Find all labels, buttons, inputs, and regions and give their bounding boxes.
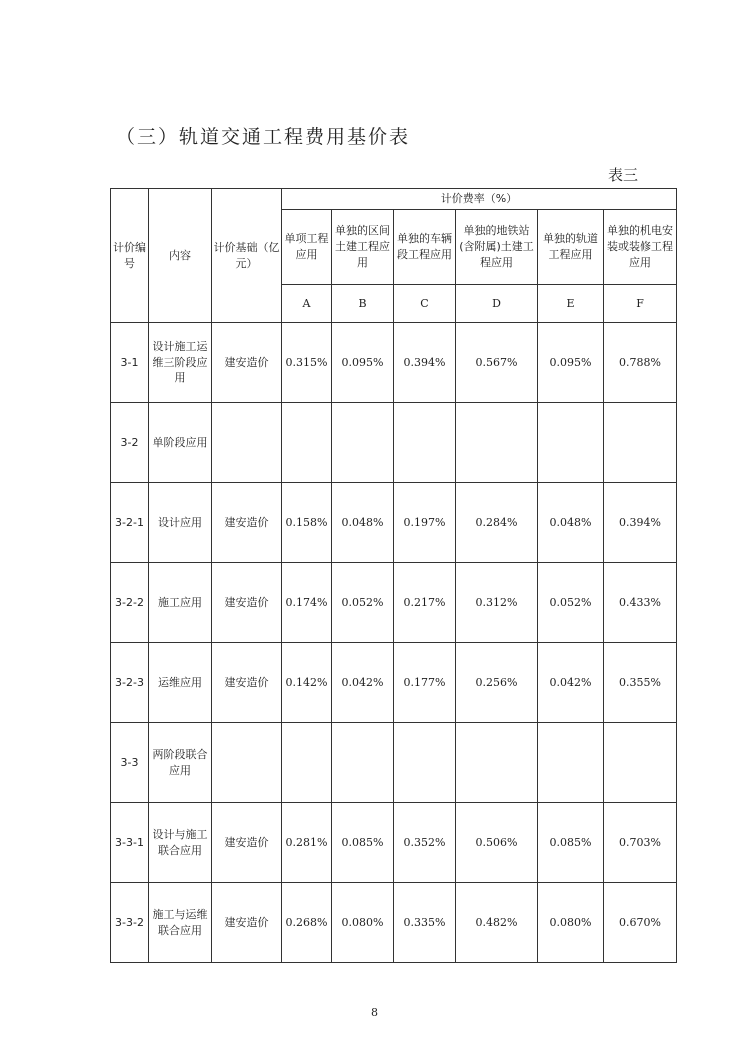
rate-d: 0.284% — [456, 483, 538, 563]
rate-a: 0.142% — [282, 643, 332, 723]
rate-d — [456, 403, 538, 483]
header-col-b: 单独的区间土建工程应用 — [332, 210, 394, 285]
rate-e: 0.095% — [538, 323, 604, 403]
row-content: 单阶段应用 — [149, 403, 212, 483]
header-letter-d: D — [456, 285, 538, 323]
rate-b — [332, 403, 394, 483]
rate-f: 0.394% — [604, 483, 677, 563]
rate-f: 0.433% — [604, 563, 677, 643]
table-row — [111, 323, 677, 403]
row-content: 设计施工运维三阶段应用 — [149, 323, 212, 403]
header-letter-c: C — [394, 285, 456, 323]
row-code: 3-1 — [111, 323, 149, 403]
rate-b: 0.085% — [332, 803, 394, 883]
row-code: 3-3 — [111, 723, 149, 803]
table-row — [111, 483, 677, 563]
row-basis — [212, 403, 282, 483]
row-code: 3-2-2 — [111, 563, 149, 643]
rate-a: 0.281% — [282, 803, 332, 883]
rate-f — [604, 723, 677, 803]
header-col-d: 单独的地铁站(含附属)土建工程应用 — [456, 210, 538, 285]
row-code: 3-2-1 — [111, 483, 149, 563]
row-code: 3-3-2 — [111, 883, 149, 963]
rate-a: 0.315% — [282, 323, 332, 403]
rate-f — [604, 403, 677, 483]
rate-b: 0.080% — [332, 883, 394, 963]
header-col-f: 单独的机电安装或装修工程应用 — [604, 210, 677, 285]
header-col-a: 单项工程应用 — [282, 210, 332, 285]
rate-e: 0.085% — [538, 803, 604, 883]
row-basis: 建安造价 — [212, 483, 282, 563]
row-content: 两阶段联合应用 — [149, 723, 212, 803]
rate-a — [282, 723, 332, 803]
row-content: 施工应用 — [149, 563, 212, 643]
fee-rate-table — [110, 188, 677, 963]
rate-e: 0.042% — [538, 643, 604, 723]
row-content: 运维应用 — [149, 643, 212, 723]
rate-d: 0.482% — [456, 883, 538, 963]
rate-e: 0.080% — [538, 883, 604, 963]
rate-c: 0.177% — [394, 643, 456, 723]
rate-e: 0.052% — [538, 563, 604, 643]
header-col-c: 单独的车辆段工程应用 — [394, 210, 456, 285]
rate-d: 0.506% — [456, 803, 538, 883]
rate-a — [282, 403, 332, 483]
row-basis: 建安造价 — [212, 803, 282, 883]
section-heading: （三）轨道交通工程费用基价表 — [116, 126, 411, 148]
rate-f: 0.703% — [604, 803, 677, 883]
rate-c: 0.217% — [394, 563, 456, 643]
header-letter-a: A — [282, 285, 332, 323]
table-row — [111, 883, 677, 963]
rate-d: 0.256% — [456, 643, 538, 723]
table-header — [111, 189, 677, 323]
header-col-e: 单独的轨道工程应用 — [538, 210, 604, 285]
row-content: 施工与运维联合应用 — [149, 883, 212, 963]
table-row — [111, 803, 677, 883]
header-letter-b: B — [332, 285, 394, 323]
rate-c — [394, 403, 456, 483]
row-code: 3-2-3 — [111, 643, 149, 723]
rate-a: 0.268% — [282, 883, 332, 963]
rate-b — [332, 723, 394, 803]
table-row — [111, 563, 677, 643]
row-content: 设计与施工联合应用 — [149, 803, 212, 883]
header-letter-e: E — [538, 285, 604, 323]
rate-c — [394, 723, 456, 803]
table-row — [111, 723, 677, 803]
row-content: 设计应用 — [149, 483, 212, 563]
rate-c: 0.335% — [394, 883, 456, 963]
header-rate-group: 计价费率（%） — [282, 189, 677, 210]
rate-f: 0.670% — [604, 883, 677, 963]
table-number: 表三 — [608, 166, 639, 184]
rate-e: 0.048% — [538, 483, 604, 563]
rate-e — [538, 723, 604, 803]
rate-c: 0.394% — [394, 323, 456, 403]
rate-d: 0.567% — [456, 323, 538, 403]
table-body — [111, 323, 677, 963]
table-row — [111, 403, 677, 483]
rate-c: 0.197% — [394, 483, 456, 563]
row-basis: 建安造价 — [212, 883, 282, 963]
rate-d: 0.312% — [456, 563, 538, 643]
header-content: 内容 — [149, 189, 212, 323]
rate-b: 0.042% — [332, 643, 394, 723]
row-code: 3-3-1 — [111, 803, 149, 883]
rate-b: 0.095% — [332, 323, 394, 403]
page-number: 8 — [371, 1006, 378, 1019]
header-code: 计价编号 — [111, 189, 149, 323]
row-code: 3-2 — [111, 403, 149, 483]
rate-e — [538, 403, 604, 483]
row-basis: 建安造价 — [212, 643, 282, 723]
row-basis: 建安造价 — [212, 323, 282, 403]
rate-f: 0.355% — [604, 643, 677, 723]
rate-d — [456, 723, 538, 803]
header-letter-f: F — [604, 285, 677, 323]
rate-c: 0.352% — [394, 803, 456, 883]
row-basis — [212, 723, 282, 803]
rate-a: 0.158% — [282, 483, 332, 563]
rate-a: 0.174% — [282, 563, 332, 643]
row-basis: 建安造价 — [212, 563, 282, 643]
header-basis: 计价基础（亿元） — [212, 189, 282, 323]
rate-b: 0.048% — [332, 483, 394, 563]
rate-b: 0.052% — [332, 563, 394, 643]
table-row — [111, 643, 677, 723]
rate-f: 0.788% — [604, 323, 677, 403]
